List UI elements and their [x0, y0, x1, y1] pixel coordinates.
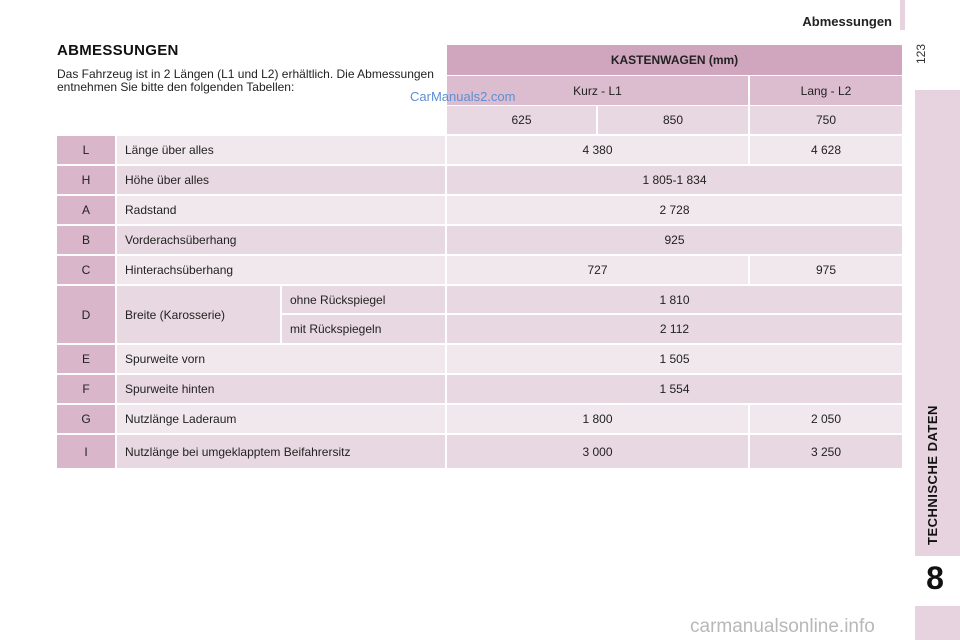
row-label: Höhe über alles	[117, 166, 445, 194]
running-header: Abmessungen	[802, 14, 892, 29]
row-key: H	[57, 166, 115, 194]
watermark-carmanuals2: CarManuals2.com	[410, 89, 516, 104]
row-value: 1 505	[447, 345, 902, 373]
row-label: Radstand	[117, 196, 445, 224]
row-key: L	[57, 136, 115, 164]
row-key: B	[57, 226, 115, 254]
row-key: D	[57, 286, 115, 343]
row-value: 4 628	[750, 136, 902, 164]
page-number: 123	[914, 43, 928, 64]
row-label: Nutzlänge Laderaum	[117, 405, 445, 433]
row-value: 4 380	[447, 136, 748, 164]
row-value: 925	[447, 226, 902, 254]
section-title: ABMESSUNGEN	[57, 42, 179, 59]
table-title: KASTENWAGEN (mm)	[447, 45, 902, 75]
row-value: 3 250	[750, 435, 902, 468]
subheader-cell: 750	[750, 106, 902, 134]
watermark-carmanualsonline: carmanualsonline.info	[690, 616, 875, 637]
row-value: 1 810	[447, 286, 902, 313]
column-header-lang: Lang - L2	[750, 76, 902, 105]
chapter-number: 8	[926, 560, 944, 596]
row-key: G	[57, 405, 115, 433]
row-value: 1 554	[447, 375, 902, 403]
row-label: Nutzlänge bei umgeklapptem Beifahrersitz	[117, 435, 445, 468]
row-label: Hinterachsüberhang	[117, 256, 445, 284]
row-value: 975	[750, 256, 902, 284]
row-value: 2 050	[750, 405, 902, 433]
column-header-kurz: Kurz - L1	[447, 76, 748, 105]
chapter-title: TECHNISCHE DATEN	[925, 405, 940, 545]
row-label: Breite (Karosserie)	[117, 286, 280, 343]
row-key: A	[57, 196, 115, 224]
row-label: Vorderachsüberhang	[117, 226, 445, 254]
intro-text: Das Fahrzeug ist in 2 Längen (L1 und L2) erhältlich. Die Abmessungen entnehmen Sie bitte den folgenden Tabellen:	[57, 67, 434, 94]
row-key: I	[57, 435, 115, 468]
row-key: C	[57, 256, 115, 284]
row-value: 1 800	[447, 405, 748, 433]
row-label: Spurweite hinten	[117, 375, 445, 403]
header-tab-marker	[900, 0, 905, 30]
row-key: F	[57, 375, 115, 403]
subheader-cell: 625	[447, 106, 596, 134]
row-sublabel: ohne Rückspiegel	[282, 286, 445, 313]
row-value: 727	[447, 256, 748, 284]
row-value: 1 805-1 834	[447, 166, 902, 194]
row-value: 3 000	[447, 435, 748, 468]
subheader-cell: 850	[598, 106, 748, 134]
row-sublabel: mit Rückspiegeln	[282, 315, 445, 343]
row-value: 2 112	[447, 315, 902, 343]
row-label: Länge über alles	[117, 136, 445, 164]
row-label: Spurweite vorn	[117, 345, 445, 373]
row-value: 2 728	[447, 196, 902, 224]
row-key: E	[57, 345, 115, 373]
